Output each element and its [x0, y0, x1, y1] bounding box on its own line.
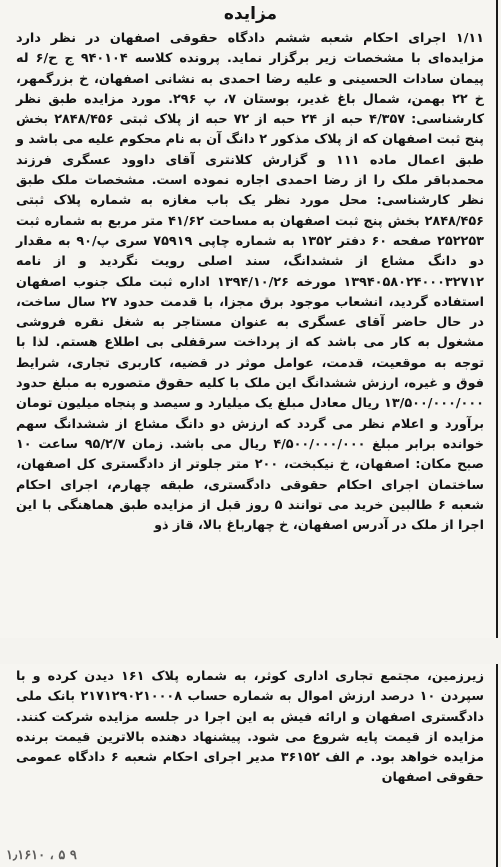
notice-paragraph-main: ۱/۱۱ اجرای احکام شعبه ششم دادگاه حقوقی اصفهان در نظر دارد مزایده‌ای با مشخصات زیر برگزار نماید. پرونده کلاسه ۹۴۰۱۰۴ ج ح/۶ له پیمان سادات الحسینی و علیه رضا احمدی به نشانی اصفهان، خ بزرگمهر، خ ۲۲ بهمن، شمال باغ غدیر، بوستان ۷، پ ۲۹۶. مورد مزایده طبق نظر کارشناسی: ۴/۳۵۷ حبه از ۲۴ حبه از ۷۲ حبه از پلاک ثبتی ۲۸۴۸/۴۵۶ بخش پنج ثبت اصفهان که از پلاک مذکور ۲ دانگ آن به نام محکوم علیه می باشد و طبق اعمال ماده ۱۱۱ و گزارش کلانتری آقای داوود عسگری فرزند محمدباقر ملک را از رضا احمدی اجاره نموده است. مشخصات ملک طبق نظر کارشناسی: محل مورد نظر یک باب مغازه به شماره پلاک ثبتی ۲۸۴۸/۴۵۶ بخش پنج ثبت اصفهان به مساحت ۴۱/۶۲ متر مربع به شماره ثبت ۲۵۲۲۵۳ صفحه ۶۰ دفتر ۱۳۵۲ به شماره چاپی ۷۵۹۱۹ سری پ/۹۰ به مقدار دو دانگ مشاع از ششدانگ، سند اصلی رویت نگردید و از نامه ۱۳۹۴۰۵۸۰۲۴۰۰۰۳۲۷۱۲ مورخه ۱۳۹۴/۱۰/۲۶ اداره ثبت ملک جنوب اصفهان استفاده گردید، انشعاب موجود برق مجزا، با قدمت حدود ۲۷ سال ساخت، در حال حاضر آقای عسگری به عنوان مستاجر به شغل نقره فروشی مشغول به کار می باشد که از پرداخت سرقفلی بی اطلاع هستم. لذا با توجه به موقعیت، قدمت، عوامل موثر در قضیه، کاربری تجاری، شرایط فوق و غیره، ارزش ششدانگ این ملک با کلیه حقوق متصوره به مبلغ حدود ۱۳/۵۰۰/۰۰۰/۰۰۰ ریال معادل مبلغ یک میلیارد و سیصد و پنجاه میلیون تومان برآورد و اعلام نظر می گردد که ارزش دو دانگ مشاع از ششدانگ سهم خوانده برابر مبلغ ۴/۵۰۰/۰۰۰/۰۰۰ ریال می باشد. زمان ۹۵/۲/۷ ساعت ۱۰ صبح مکان: اصفهان، خ نیکبخت، ۲۰۰ متر جلوتر از دادگستری کل اصفهان، ساختمان اجرای احکام حقوقی دادگستری، طبقه چهارم، اجرای احکام شعبه ۶ طالبین خرید می توانند ۵ روز قبل از مزایده طبق هماهنگی با این اجرا از ملک در آدرس اصفهان، خ چهارباغ بالا، قاز ذو — [16, 31, 485, 534]
page-border-line — [496, 0, 498, 867]
paragraph-gap — [0, 638, 501, 664]
notice-title: مزایده — [223, 4, 278, 24]
cut-off-text-fragment: ۱٫۱۶۱۰ ، ۵ ۹ — [6, 848, 77, 863]
notice-paragraph-continuation: زیرزمین، مجتمع تجاری اداری کوثر، به شماره پلاک ۱۶۱ دیدن کرده و با سپردن ۱۰ درصد ارزش اموال به شماره حساب ۲۱۷۱۲۹۰۲۱۰۰۰۸ بانک ملی دادگستری اصفهان و ارائه فیش به این اجرا در جلسه مزایده شرکت کنند. مزایده از قیمت پایه شروع می شود. پیشنهاد دهنده بالاترین قیمت برنده مزایده خواهد بود. م الف ۳۶۱۵۲ مدیر اجرای احکام شعبه ۶ دادگاه عمومی حقوقی اصفهان — [16, 669, 484, 786]
